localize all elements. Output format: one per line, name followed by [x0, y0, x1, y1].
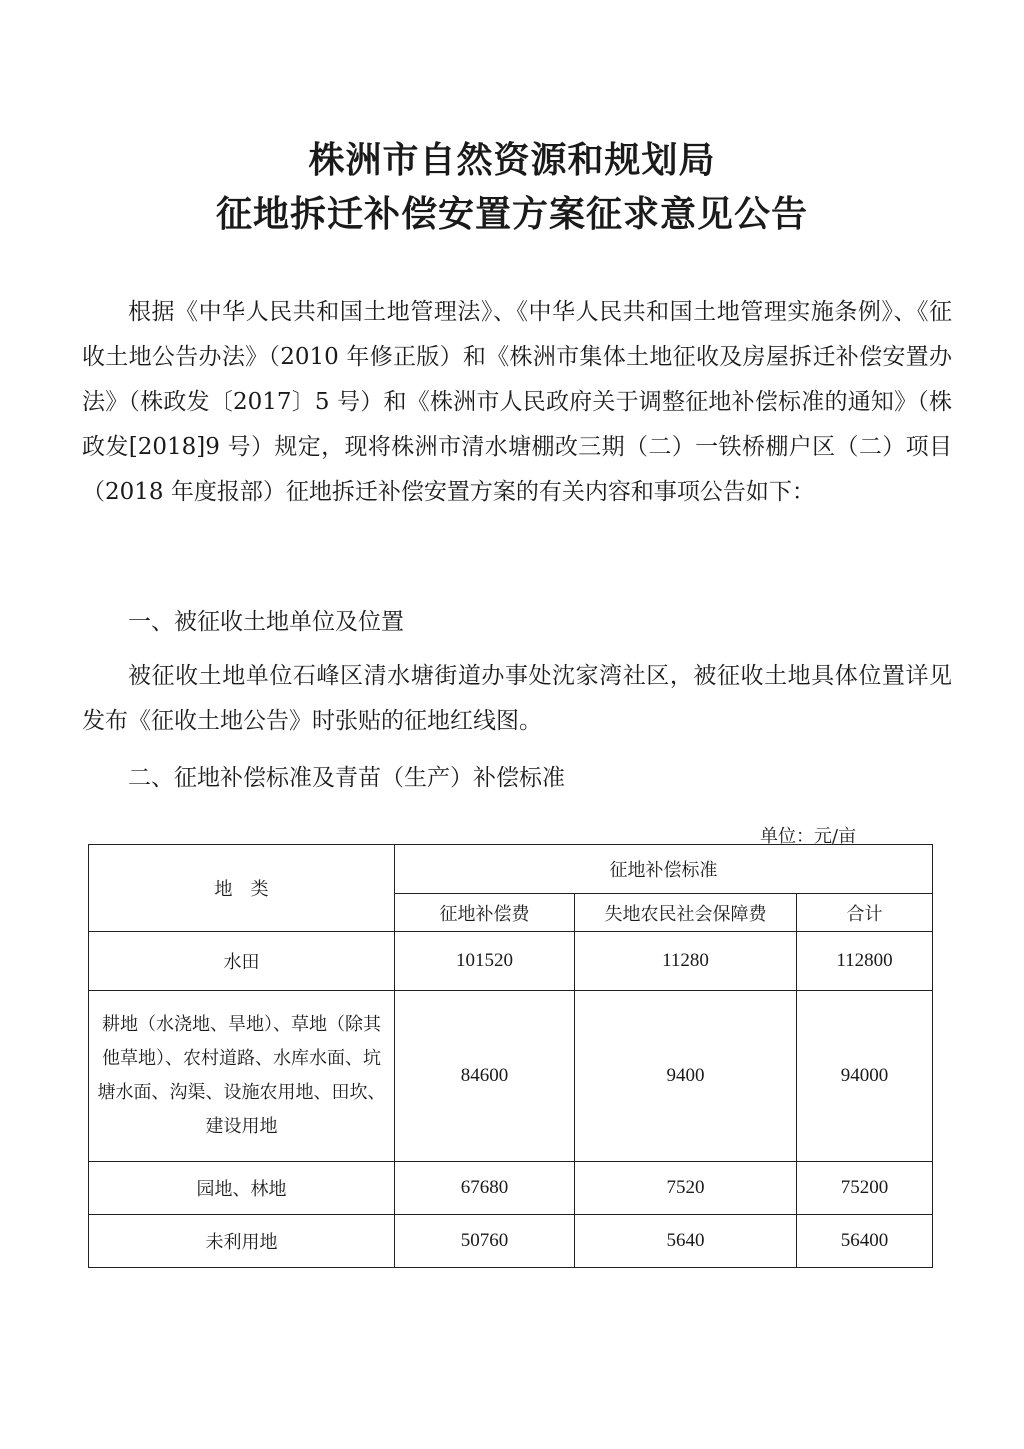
social-cell: 5640 — [575, 1215, 797, 1268]
total-cell: 112800 — [797, 932, 933, 991]
social-cell: 11280 — [575, 932, 797, 991]
fee-cell: 84600 — [395, 991, 575, 1162]
fee-cell: 67680 — [395, 1162, 575, 1215]
land-type-cell: 水田 — [89, 932, 395, 991]
title-line-2: 征地拆迁补偿安置方案征求意见公告 — [215, 194, 808, 235]
header-standard-group: 征地补偿标准 — [395, 845, 933, 894]
total-cell: 94000 — [797, 991, 933, 1162]
header-compensation-fee: 征地补偿费 — [395, 894, 575, 932]
compensation-table — [88, 844, 933, 1268]
table-row — [89, 1215, 933, 1268]
table-row — [89, 1162, 933, 1215]
title-line-1: 株洲市自然资源和规划局 — [308, 140, 716, 181]
land-type-cell: 园地、林地 — [89, 1162, 395, 1215]
table-row — [89, 932, 933, 991]
section-1-text: 被征收土地单位石峰区清水塘街道办事处沈家湾社区，被征收土地具体位置详见发布《征收土地公告》时张贴的征地红线图。 — [82, 663, 952, 734]
social-cell: 9400 — [575, 991, 797, 1162]
total-cell: 75200 — [797, 1162, 933, 1215]
section-2-heading: 二、征地补偿标准及青苗（生产）补偿标准 — [128, 765, 565, 791]
fee-cell: 50760 — [395, 1215, 575, 1268]
fee-cell: 101520 — [395, 932, 575, 991]
land-type-cell: 未利用地 — [89, 1215, 395, 1268]
social-cell: 7520 — [575, 1162, 797, 1215]
table-header-row — [89, 845, 933, 894]
section-1-heading: 一、被征收土地单位及位置 — [128, 609, 404, 635]
intro-paragraph: 根据《中华人民共和国土地管理法》、《中华人民共和国土地管理实施条例》、《征收土地公告办法》（2010 年修正版）和《株洲市集体土地征收及房屋拆迁补偿安置办法》（株政发〔2017〕5 号）和《株洲市人民政府关于调整征地补偿标准的通知》（株政发[2018]9 号）规定，现将株洲市清水塘棚改三期（二）一铁桥棚户区（二）项目（2018 年度报部）征地拆迁补偿安置方案的有关内容和事项公告如下： — [82, 299, 952, 505]
land-type-cell: 耕地（水浇地、旱地）、草地（除其他草地）、农村道路、水库水面、坑塘水面、沟渠、设施农用地、田坎、建设用地 — [89, 991, 395, 1162]
header-total: 合计 — [797, 894, 933, 932]
unit-label: 单位：元/亩 — [760, 826, 857, 847]
header-social-security-fee: 失地农民社会保障费 — [575, 894, 797, 932]
total-cell: 56400 — [797, 1215, 933, 1268]
header-land-type: 地 类 — [89, 845, 395, 932]
table-row — [89, 991, 933, 1162]
